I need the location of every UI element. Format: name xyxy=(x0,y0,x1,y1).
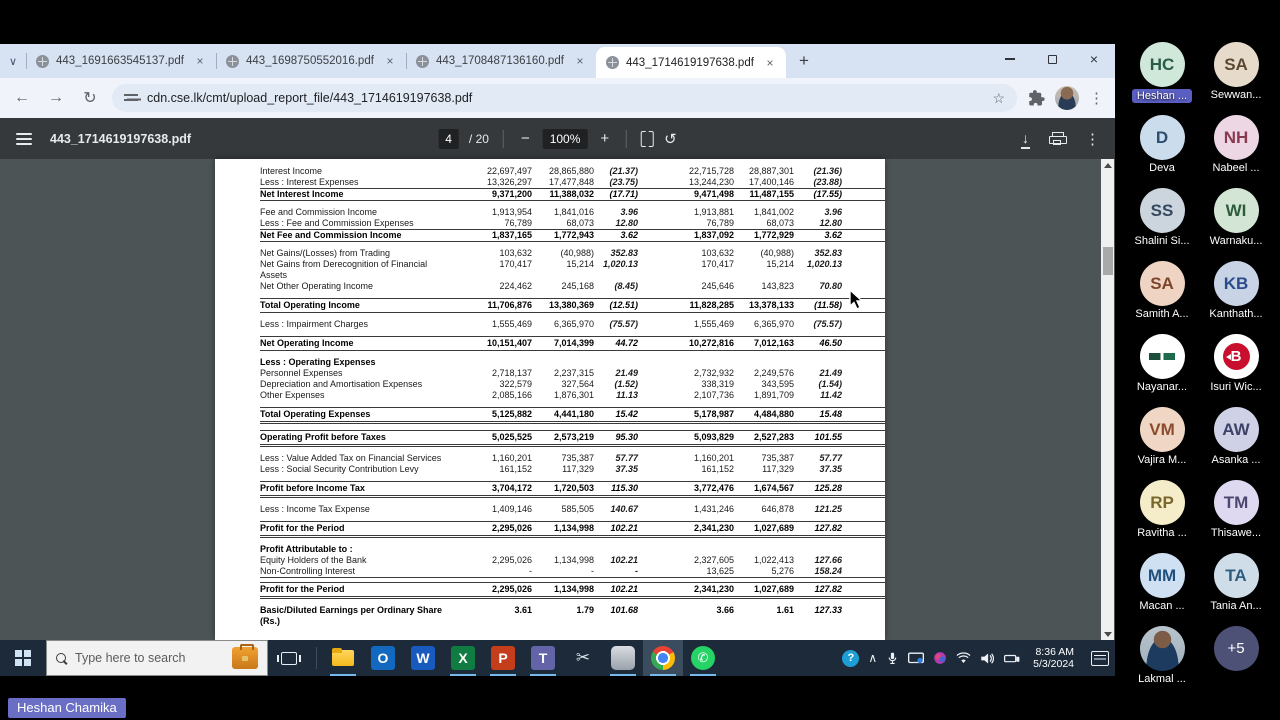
url-text[interactable]: cdn.cse.lk/cmt/upload_report_file/443_1714619197638.pdf xyxy=(147,91,473,105)
table-row: Basic/Diluted Earnings per Ordinary Share (Rs.) 3.61 1.79 101.68 3.66 1.61 127.33 xyxy=(260,605,842,626)
site-info-icon[interactable] xyxy=(124,92,138,104)
row-label: Net Interest Income xyxy=(260,189,344,199)
participant-avatar: MM xyxy=(1140,553,1185,598)
table-row: Less : Social Security Contribution Levy 161,152 117,329 37.35 161,152 117,329 37.35 xyxy=(260,464,842,474)
pdf-scrollbar[interactable] xyxy=(1101,159,1114,640)
participant-tile[interactable] xyxy=(1199,626,1273,699)
browser-tab[interactable] xyxy=(26,44,216,78)
table-row: Less : Impairment Charges 1,555,469 6,365,970 (75.57) 1,555,469 6,365,970 (75.57) xyxy=(260,319,842,329)
restore-button[interactable] xyxy=(1031,44,1073,74)
table-row: Net Gains from Derecognition of Financial Assets 170,417 15,214 1,020.13 170,417 15,214 1,020.13 xyxy=(260,259,842,280)
participant-avatar: SA xyxy=(1140,261,1185,306)
row-label: Personnel Expenses xyxy=(260,368,343,378)
participant-name: Tania An... xyxy=(1210,600,1262,612)
table-row xyxy=(260,357,885,368)
taskbar-search[interactable] xyxy=(46,640,268,676)
taskbar-gray-app[interactable] xyxy=(603,640,643,676)
browser-toolbar xyxy=(0,78,1115,118)
zoom-level[interactable]: 100% xyxy=(543,129,588,149)
participant-name: Heshan ... xyxy=(1132,89,1192,103)
window-controls xyxy=(989,44,1115,74)
address-bar[interactable] xyxy=(112,84,1017,112)
table-row: Net Operating Income 10,151,407 7,014,399 44.72 10,272,816 7,012,163 46.50 xyxy=(260,336,885,351)
pdf-favicon-icon xyxy=(416,55,429,68)
participant-name: Shalini Si... xyxy=(1134,235,1190,247)
participant-tile[interactable] xyxy=(1199,42,1273,115)
browser-tab[interactable] xyxy=(216,44,406,78)
tab-close-icon[interactable]: × xyxy=(576,54,584,68)
participant-tile[interactable] xyxy=(1199,334,1273,407)
participant-name: Nabeel ... xyxy=(1212,162,1260,174)
bookmark-star-icon[interactable]: ☆ xyxy=(992,89,1005,106)
browser-tab[interactable] xyxy=(406,44,596,78)
row-label: Total Operating Expenses xyxy=(260,409,371,419)
participant-avatar: +5 xyxy=(1214,626,1259,671)
zoom-in-icon[interactable]: + xyxy=(600,130,610,147)
table-row: Total Operating Expenses 5,125,882 4,441,180 15.42 5,178,987 4,484,880 15.48 xyxy=(260,407,885,424)
tab-title: 443_1691663545137.pdf xyxy=(56,55,184,67)
help-icon[interactable]: ? xyxy=(842,650,859,667)
taskbar-whatsapp[interactable]: ✆ xyxy=(683,640,723,676)
table-row: Other Expenses 2,085,166 1,876,301 11.13 2,107,736 1,891,709 11.42 xyxy=(260,390,842,400)
participant-tile[interactable] xyxy=(1125,553,1199,626)
row-label: Net Gains from Derecognition of Financial Assets xyxy=(260,259,428,280)
table-row: Less : Income Tax Expense 1,409,146 585,505 140.67 1,431,246 646,878 121.25 xyxy=(260,504,842,514)
row-label: Profit for the Period xyxy=(260,523,345,533)
participant-avatar: SA xyxy=(1214,42,1259,87)
table-row: Personnel Expenses 2,718,137 2,237,315 21.49 2,732,932 2,249,576 21.49 xyxy=(260,368,842,378)
new-tab-button[interactable]: + xyxy=(799,51,809,70)
participant-name: Sewwan... xyxy=(1210,89,1262,101)
participant-name: Deva xyxy=(1149,162,1175,174)
mouse-cursor xyxy=(849,289,865,311)
table-row: Equity Holders of the Bank 2,295,026 1,134,998 102.21 2,327,605 1,022,413 127.66 xyxy=(260,555,842,565)
taskbar-outlook[interactable]: O xyxy=(363,640,403,676)
participant-avatar: RP xyxy=(1140,480,1185,525)
rotate-icon[interactable]: ↺ xyxy=(664,130,677,148)
row-label: Profit Attributable to : xyxy=(260,544,353,554)
pdf-more-icon[interactable]: ⋮ xyxy=(1085,130,1101,148)
taskbar-file-explorer[interactable] xyxy=(323,640,363,676)
table-row: Depreciation and Amortisation Expenses 322,579 327,564 (1.52) 338,319 343,595 (1.54) xyxy=(260,379,842,389)
participant-name: Lakmal ... xyxy=(1138,673,1186,685)
wifi-icon[interactable] xyxy=(956,652,971,664)
scroll-down-icon[interactable] xyxy=(1101,628,1114,640)
windows-logo-icon xyxy=(15,650,31,666)
taskbar-word[interactable]: W xyxy=(403,640,443,676)
tray-chevron-icon[interactable]: ∧ xyxy=(868,651,878,665)
row-label: Other Expenses xyxy=(260,390,325,400)
screen-share-region xyxy=(0,44,1115,676)
row-label: Net Gains/(Losses) from Trading xyxy=(260,248,391,258)
row-label: Profit before Income Tax xyxy=(260,483,365,493)
row-label: Less : Impairment Charges xyxy=(260,319,369,329)
table-row: Net Other Operating Income 224,462 245,168 (8.45) 245,646 143,823 70.80 xyxy=(260,281,842,291)
participant-name: Isuri Wic... xyxy=(1210,381,1262,393)
participants-sidebar xyxy=(1115,0,1280,720)
row-label: Less : Fee and Commission Expenses xyxy=(260,218,414,228)
taskbar-snipping-tool[interactable]: ✂ xyxy=(575,648,591,667)
action-center-icon[interactable] xyxy=(1091,651,1109,666)
participant-name: Ravitha ... xyxy=(1137,527,1187,539)
microphone-icon[interactable] xyxy=(886,651,899,665)
tab-close-icon[interactable]: × xyxy=(386,54,394,68)
participant-tile[interactable] xyxy=(1125,261,1199,334)
participant-tile[interactable] xyxy=(1199,188,1273,261)
financial-table xyxy=(260,166,885,627)
participant-name: Kanthath... xyxy=(1209,308,1263,320)
windows-taskbar xyxy=(0,640,1115,676)
taskbar-chrome[interactable] xyxy=(643,640,683,676)
participant-avatar: D xyxy=(1140,115,1185,160)
participant-tile[interactable] xyxy=(1125,334,1199,407)
tab-title: 443_1698750552016.pdf xyxy=(246,55,374,67)
participant-avatar: NH xyxy=(1214,115,1259,160)
page-number-input[interactable]: 4 xyxy=(438,129,459,149)
speaker-icon[interactable] xyxy=(980,652,995,665)
participant-tile[interactable] xyxy=(1125,626,1199,699)
fit-to-page-icon[interactable] xyxy=(641,131,654,147)
search-icon xyxy=(56,653,67,664)
participant-name: Thisawe... xyxy=(1210,527,1262,539)
participant-name: Vajira M... xyxy=(1137,454,1187,466)
participant-tile[interactable] xyxy=(1125,480,1199,553)
tab-close-icon[interactable]: × xyxy=(196,54,204,68)
zoom-out-icon[interactable]: − xyxy=(520,130,530,147)
participant-avatar xyxy=(1140,626,1185,671)
taskbar-excel[interactable]: X xyxy=(443,640,483,676)
participant-avatar: TM xyxy=(1214,480,1259,525)
row-label: Less : Operating Expenses xyxy=(260,357,376,367)
row-label: Net Other Operating Income xyxy=(260,281,374,291)
participant-avatar: SS xyxy=(1140,188,1185,233)
clock-date: 5/3/2024 xyxy=(1033,658,1074,670)
participant-tile[interactable] xyxy=(1125,188,1199,261)
browser-menu-icon[interactable]: ⋮ xyxy=(1089,90,1105,107)
row-label: Non-Controlling Interest xyxy=(260,566,356,576)
row-label: Profit for the Period xyxy=(260,584,345,594)
taskbar-powerpoint[interactable]: P xyxy=(483,640,523,676)
row-label: Equity Holders of the Bank xyxy=(260,555,367,565)
tab-search-chevron-icon[interactable]: ∨ xyxy=(8,55,18,68)
participant-tile[interactable] xyxy=(1125,407,1199,480)
table-row xyxy=(260,544,885,555)
extensions-icon[interactable] xyxy=(1027,89,1045,107)
color-app-icon[interactable] xyxy=(933,651,947,665)
row-label: Less : Social Security Contribution Levy xyxy=(260,464,419,474)
taskbar-teams[interactable]: T xyxy=(523,640,563,676)
table-row: Operating Profit before Taxes 5,025,525 2,573,219 95.30 5,093,829 2,527,283 101.55 xyxy=(260,430,885,447)
participant-avatar: TA xyxy=(1214,553,1259,598)
profile-avatar[interactable] xyxy=(1055,86,1079,110)
row-label: Basic/Diluted Earnings per Ordinary Share (Rs.) xyxy=(260,605,443,626)
participant-tile[interactable] xyxy=(1199,480,1273,553)
tab-title: 443_1708487136160.pdf xyxy=(436,55,564,67)
cast-screen-icon[interactable] xyxy=(908,652,924,665)
search-placeholder: Type here to search xyxy=(75,651,186,665)
start-button[interactable] xyxy=(0,640,46,676)
browser-tab-strip xyxy=(0,44,1115,78)
participant-name: Asanka ... xyxy=(1211,454,1261,466)
presenter-name-label: Heshan Chamika xyxy=(8,698,126,718)
row-label: Net Fee and Commission Income xyxy=(260,230,402,240)
tab-title: 443_1714619197638.pdf xyxy=(626,56,754,69)
taskbar-clock[interactable] xyxy=(1029,646,1078,670)
task-view-button[interactable] xyxy=(268,640,310,676)
row-label: Interest Income xyxy=(260,166,323,176)
participant-avatar: AW xyxy=(1214,407,1259,452)
participant-name: Macan ... xyxy=(1139,600,1185,612)
briefcase-icon xyxy=(232,647,258,669)
table-row: Profit for the Period 2,295,026 1,134,998 102.21 2,341,230 1,027,689 127.82 xyxy=(260,582,885,599)
participant-avatar: VM xyxy=(1140,407,1185,452)
participant-avatar xyxy=(1140,334,1185,379)
participant-tile[interactable] xyxy=(1199,261,1273,334)
clock-time: 8:36 AM xyxy=(1035,646,1074,658)
participant-tile[interactable] xyxy=(1199,115,1273,188)
row-label: Operating Profit before Taxes xyxy=(260,432,386,442)
reload-icon[interactable]: ↻ xyxy=(83,90,97,107)
table-row: Profit before Income Tax 3,704,172 1,720,503 115.30 3,772,476 1,674,567 125.28 xyxy=(260,481,885,498)
participant-avatar: WI xyxy=(1214,188,1259,233)
row-label: Total Operating Income xyxy=(260,300,360,310)
tab-close-icon[interactable]: × xyxy=(766,55,774,70)
participant-tile[interactable] xyxy=(1125,42,1199,115)
pdf-favicon-icon xyxy=(606,56,619,69)
table-row: Less : Fee and Commission Expenses 76,789 68,073 12.80 76,789 68,073 12.80 xyxy=(260,218,885,230)
row-label: Less : Value Added Tax on Financial Services xyxy=(260,453,442,463)
close-button[interactable]: × xyxy=(1089,51,1099,67)
scrollbar-thumb[interactable] xyxy=(1103,247,1113,275)
pdf-toolbar xyxy=(0,118,1115,159)
table-row: Profit for the Period 2,295,026 1,134,998 102.21 2,341,230 1,027,689 127.82 xyxy=(260,521,885,538)
row-label: Fee and Commission Income xyxy=(260,207,378,217)
row-label: Less : Income Tax Expense xyxy=(260,504,370,514)
scroll-up-icon[interactable] xyxy=(1101,159,1114,171)
participant-name: Nayanar... xyxy=(1136,381,1188,393)
minimize-button[interactable] xyxy=(989,44,1031,74)
table-row: Non-Controlling Interest - - - 13,625 5,276 158.24 xyxy=(260,566,885,578)
table-row: Fee and Commission Income 1,913,954 1,841,016 3.96 1,913,881 1,841,002 3.96 xyxy=(260,207,842,217)
participant-name: Samith A... xyxy=(1135,308,1189,320)
participant-avatar: B xyxy=(1214,334,1259,379)
row-label: Less : Interest Expenses xyxy=(260,177,359,187)
table-row: Total Operating Income 11,706,876 13,380,369 (12.51) 11,828,285 13,378,133 (11.58) xyxy=(260,298,885,313)
pdf-page xyxy=(215,159,885,640)
participant-tile[interactable] xyxy=(1199,553,1273,626)
back-icon[interactable]: ← xyxy=(14,89,30,106)
participant-tile[interactable] xyxy=(1125,115,1199,188)
pdf-filename: 443_1714619197638.pdf xyxy=(50,131,192,146)
page-count-label: / 20 xyxy=(468,131,489,146)
browser-tab[interactable] xyxy=(596,47,786,78)
forward-icon[interactable]: → xyxy=(48,89,64,106)
table-row: Less : Interest Expenses 13,326,297 17,477,848 (23.75) 13,244,230 17,400,146 (23.88) xyxy=(260,177,885,189)
table-row: Net Interest Income 9,371,200 11,388,032 (17.71) 9,471,498 11,487,155 (17.55) xyxy=(260,189,885,201)
pdf-viewer xyxy=(0,159,1115,640)
pdf-menu-icon[interactable] xyxy=(16,133,32,145)
system-tray xyxy=(842,640,1115,676)
print-icon[interactable] xyxy=(1049,132,1065,145)
device-icon[interactable] xyxy=(1004,652,1020,664)
participant-avatar: KB xyxy=(1214,261,1259,306)
pdf-favicon-icon xyxy=(36,55,49,68)
row-label: Net Operating Income xyxy=(260,338,354,348)
download-icon[interactable]: ↓ xyxy=(1022,129,1029,146)
table-row: Less : Value Added Tax on Financial Services 1,160,201 735,387 57.77 1,160,201 735,387 57.77 xyxy=(260,453,842,463)
table-row: Net Fee and Commission Income 1,837,165 1,772,943 3.62 1,837,092 1,772,929 3.62 xyxy=(260,230,885,242)
table-row: Interest Income 22,697,497 28,865,880 (21.37) 22,715,728 28,887,301 (21.36) xyxy=(260,166,842,176)
participant-name: Warnaku... xyxy=(1209,235,1263,247)
table-row: Net Gains/(Losses) from Trading 103,632 (40,988) 352.83 103,632 (40,988) 352.83 xyxy=(260,248,842,258)
row-label: Depreciation and Amortisation Expenses xyxy=(260,379,423,389)
pdf-favicon-icon xyxy=(226,55,239,68)
participant-avatar: HC xyxy=(1140,42,1185,87)
participant-tile[interactable] xyxy=(1199,407,1273,480)
